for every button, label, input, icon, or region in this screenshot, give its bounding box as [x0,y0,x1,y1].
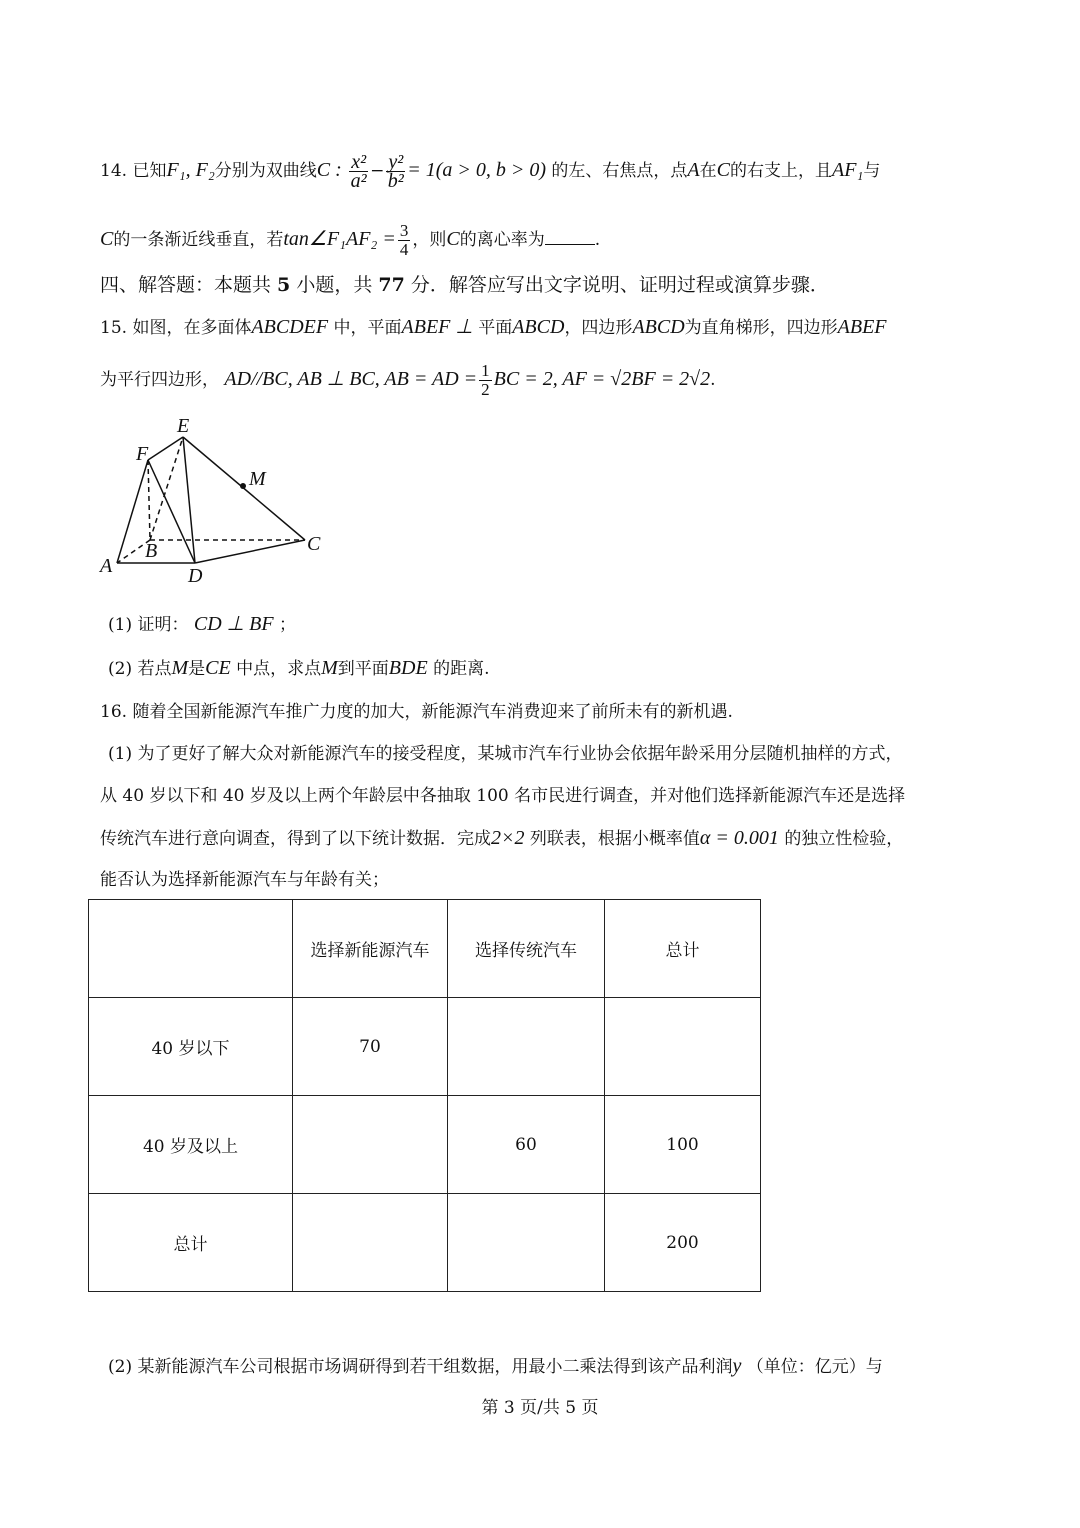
answer-blank [545,228,595,245]
q15-line2 [100,362,716,399]
label-E: E [177,415,190,437]
text: 如图，在多面体 [132,318,252,338]
label-D: D [188,565,203,587]
denominator: b² [387,170,404,192]
math: C [716,159,730,181]
denominator: 2 [481,380,490,399]
q14-line1 [100,153,880,190]
text: 分别为双曲线 [214,161,317,181]
label-B: B [145,540,158,562]
table-header-row [89,900,761,998]
table-cell [89,900,293,998]
q16-part1-line: (1) 为了更好了解大众对新能源汽车的接受程度，某城市汽车行业协会依据年龄采用分层随机抽样的方式， [108,744,903,764]
text: 传统汽车进行意向调查，得到了以下统计数据．完成 [100,829,491,849]
text: 的离心率为 [459,230,545,250]
table-cell: 总计 [89,1194,293,1292]
text: 是 [188,659,206,679]
table-cell: 40 岁及以上 [89,1096,293,1194]
fraction [398,222,411,259]
table-cell [293,1096,448,1194]
section-heading [100,273,829,297]
text: (2) 某新能源汽车公司根据市场调研得到若干组数据，用最小二乘法得到该产品利润 [108,1357,733,1377]
text: 分．解答应写出文字说明、证明过程或演算步骤． [404,274,829,296]
q16-part1-line [100,826,903,851]
q16-part2 [108,1354,883,1379]
text: 与 [863,161,881,181]
table-row [89,998,761,1096]
table-cell: 40 岁以下 [89,998,293,1096]
math: α = 0.001 [699,827,779,849]
fraction [349,153,368,190]
math: 2×2 [491,827,525,849]
label-A: A [100,555,113,577]
q16-intro: 16. 随着全国新能源汽车推广力度的加大，新能源汽车消费迎来了前所未有的新机遇. [100,702,733,722]
text: 5 [277,274,291,296]
edge-FB [148,460,150,540]
text: 的左、右焦点，点 [551,161,688,181]
text: ； [278,615,296,635]
math: BC = 2, AF = √2BF = 2√2 [493,368,711,390]
q14-number: 14. [100,161,128,181]
q16-part1-line: 能否认为选择新能源汽车与年龄有关； [100,870,389,890]
text: . [594,230,601,250]
numerator: x² [351,151,367,173]
text: 的距离. [433,659,490,679]
edge-EF [148,437,183,460]
text: 中点，求点 [236,659,322,679]
page-footer: 第 3 页/共 5 页 [481,1398,599,1418]
point-M [240,483,246,489]
text: 已知 [132,161,167,181]
contingency-table [88,899,761,1292]
math: ABCD [632,316,685,338]
text: 到平面 [337,659,389,679]
math: CD ⊥ BF [193,613,274,635]
math: CE [205,657,231,679]
math: = 1(a > 0, b > 0) [407,159,547,181]
math: BDE [388,657,428,679]
text: 为平行四边形， [100,370,219,390]
label-F: F [136,443,149,465]
denominator: a² [350,170,367,192]
table-cell: 100 [605,1096,761,1194]
text: (1) 证明： [108,615,189,635]
text: 的右支上，且 [729,161,832,181]
q15-line1 [100,315,887,340]
table-cell [293,1194,448,1292]
q15-number: 15. [100,318,128,338]
table-cell: 70 [293,998,448,1096]
text: ，四边形 [564,318,633,338]
math: AD//BC, AB ⊥ BC, AB = AD = [224,368,478,390]
text: 77 [378,274,405,296]
fraction [386,153,405,190]
table-cell: 选择传统汽车 [448,900,605,998]
polyhedron-figure [95,410,335,595]
text: 中，平面 [333,318,402,338]
table-cell [448,998,605,1096]
text: 的一条渐近线垂直，若 [113,230,284,250]
math: F₁, F₂ [166,159,215,181]
math: ABEF ⊥ [401,316,473,338]
edge-FA [117,460,148,563]
text: . [710,370,716,390]
table-cell: 200 [605,1194,761,1292]
math: C [100,228,114,250]
label-C: C [307,533,321,555]
math: ABEF [837,316,887,338]
math: C : [316,159,342,181]
q16-part1-line: 从 40 岁以下和 40 岁及以上两个年龄层中各抽取 100 名市民进行调查，并对他们选择新能源汽车还是选择 [100,786,906,806]
text: 小题，共 [290,274,379,296]
q15-part2 [108,656,490,681]
math: A [687,159,700,181]
table-cell [448,1194,605,1292]
text: （单位：亿元）与 [746,1357,883,1377]
text: 平面 [478,318,513,338]
math: M [171,657,189,679]
table-cell: 选择新能源汽车 [293,900,448,998]
text: 四、解答题：本题共 [100,274,278,296]
label-M: M [249,468,266,490]
q14-line2 [100,222,600,259]
numerator: 3 [399,221,409,240]
math: ABCDEF [251,316,329,338]
text: 列联表，根据小概率值 [529,829,700,849]
text: 在 [699,161,717,181]
table-row [89,1194,761,1292]
math: − [370,161,385,181]
math: tan∠F₁AF₂ = [283,228,396,250]
text: 为直角梯形，四边形 [684,318,838,338]
numerator: y² [388,151,404,173]
text: ，则 [412,230,447,250]
fraction [479,362,492,399]
table-row [89,1096,761,1194]
text: (2) 若点 [108,659,172,679]
math: M [321,657,338,679]
table-cell [605,998,761,1096]
edge-DC [195,540,305,563]
math: C [446,228,460,250]
numerator: 1 [481,361,490,380]
math: AF₁ [831,159,864,181]
math: ABCD [512,316,565,338]
math: y [732,1355,742,1377]
edge-ED [183,437,195,563]
table-cell: 60 [448,1096,605,1194]
table-cell: 总计 [605,900,761,998]
denominator: 4 [399,240,409,259]
text: 的独立性检验， [784,829,904,849]
q15-part1 [108,612,296,637]
